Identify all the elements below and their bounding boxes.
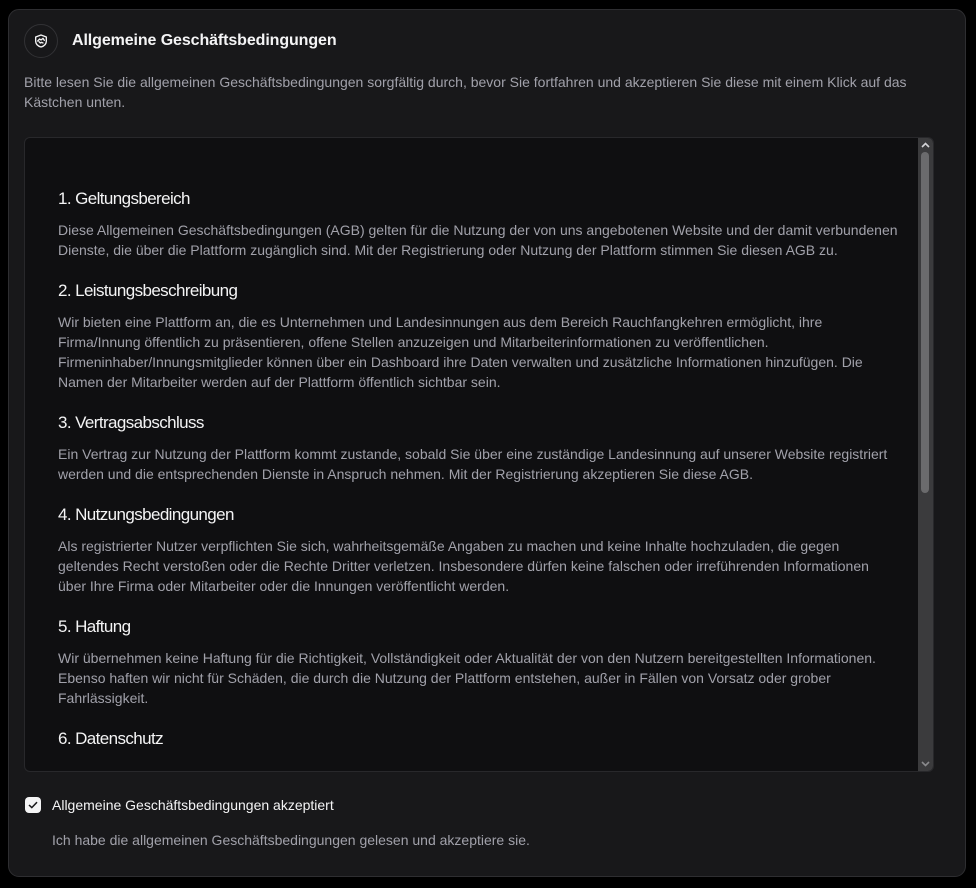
section-body: Ein Vertrag zur Nutzung der Plattform kommt zustande, sobald Sie über eine zuständige Landesinnung auf unserer Website registriert werden und die entsprechenden Dienste in Anspruch nehmen. Mit der Registrierung akzeptieren Sie diese AGB. — [58, 446, 888, 482]
page-title: Allgemeine Geschäftsbedingungen — [72, 32, 337, 49]
chevron-up-icon[interactable] — [918, 138, 933, 152]
section-title: 5. Haftung — [58, 617, 131, 636]
accept-terms-label[interactable]: Allgemeine Geschäftsbedingungen akzeptiert — [52, 797, 334, 813]
section-title: 2. Leistungsbeschreibung — [58, 281, 238, 300]
section-3 — [58, 412, 900, 484]
accept-terms-checkbox[interactable] — [25, 797, 41, 813]
terms-content — [58, 188, 900, 770]
section-body: Als registrierter Nutzer verpflichten Sie sich, wahrheitsgemäße Angaben zu machen und keine Inhalte hochzuladen, die gegen geltendes Recht verstoßen oder die Rechte Dritter verletzen. Insbesondere dürfen keine falschen oder irreführenden Informationen über Ihre Firma oder Mitarbeiter oder die Innungen veröffentlicht werden. — [58, 538, 869, 594]
terms-header — [24, 24, 337, 58]
section-title: 6. Datenschutz — [58, 729, 163, 748]
section-6 — [58, 728, 900, 750]
scrollbar-thumb[interactable] — [921, 152, 929, 493]
section-title: 3. Vertragsabschluss — [58, 413, 204, 432]
section-title: 1. Geltungsbereich — [58, 189, 190, 208]
section-1 — [58, 188, 900, 260]
section-title: 4. Nutzungsbedingungen — [58, 505, 234, 524]
section-body: Diese Allgemeinen Geschäftsbedingungen (AGB) gelten für die Nutzung der von uns angebotenen Website und der damit verbundenen Dienste, die über die Plattform zugänglich sind. Mit der Registrierung oder Nutzung der Plattform stimmen Sie diesen AGB zu. — [58, 222, 898, 258]
terms-scroll-area[interactable] — [24, 137, 934, 772]
section-body: Wir übernehmen keine Haftung für die Richtigkeit, Vollständigkeit oder Aktualität der von den Nutzern bereitgestellten Informationen. Ebenso haften wir nicht für Schäden, die durch die Nutzung der Plattform entstehen, außer in Fällen von Vorsatz oder grober Fahrlässigkeit. — [58, 650, 876, 706]
section-2 — [58, 280, 900, 392]
terms-description: Bitte lesen Sie die allgemeinen Geschäftsbedingungen sorgfältig durch, bevor Sie fortfahren und akzeptieren Sie diese mit einem Klick auf das Kästchen unten. — [24, 74, 907, 110]
section-body: Wir bieten eine Plattform an, die es Unternehmen und Landesinnungen aus dem Bereich Rauchfangkehren ermöglicht, ihre Firma/Innung öffentlich zu präsentieren, offene Stellen anzuzeigen und Mitarbeiterinformationen zu veröffentlichen. Firmeninhaber/Innungsmitglieder können über ein Dashboard ihre Daten verwalten und zusätzliche Informationen hinzufügen. Die Namen der Mitarbeiter werden auf der Plattform öffentlich sichtbar sein. — [58, 314, 863, 390]
accept-terms-row[interactable] — [24, 797, 334, 813]
section-5 — [58, 616, 900, 708]
accept-terms-description: Ich habe die allgemeinen Geschäftsbedingungen gelesen und akzeptiere sie. — [52, 832, 530, 848]
section-4 — [58, 504, 900, 596]
check-icon — [28, 801, 38, 809]
chevron-down-icon[interactable] — [918, 757, 933, 771]
handshake-shield-icon — [24, 24, 58, 58]
vertical-scrollbar[interactable] — [918, 138, 933, 771]
